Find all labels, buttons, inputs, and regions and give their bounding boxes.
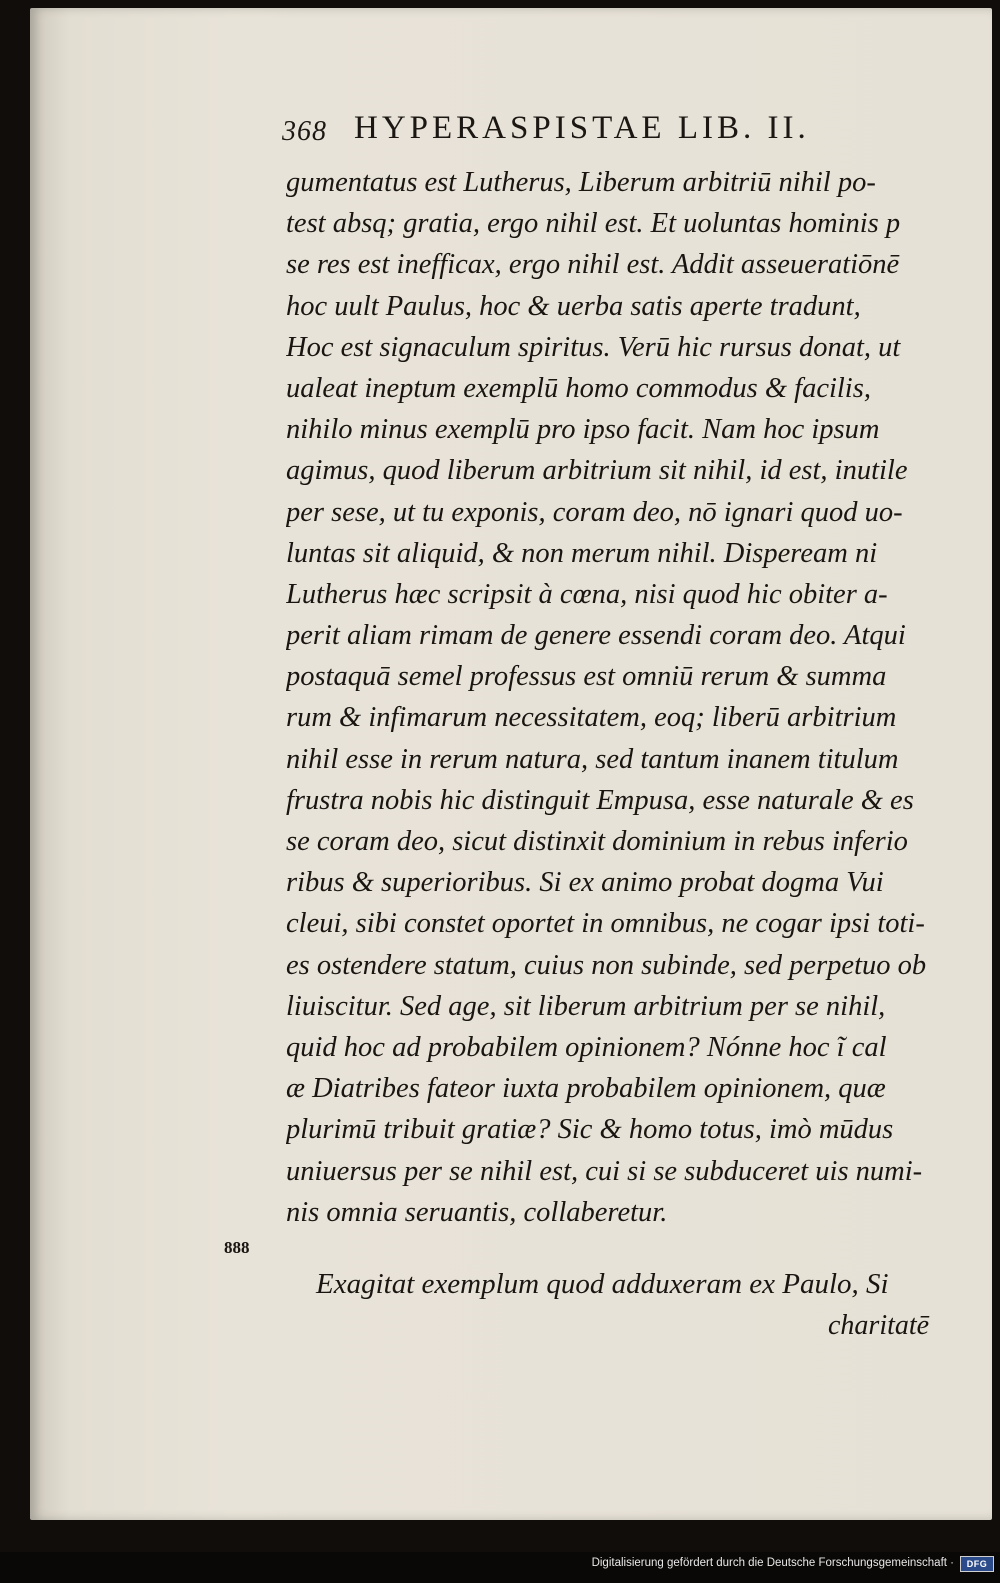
text-line: Hoc est signaculum spiritus. Verū hic rursus donat, ut xyxy=(286,331,901,363)
text-line: plurimū tribuit gratiæ? Sic & homo totus, imò mūdus xyxy=(286,1114,894,1146)
marginal-note: 888 xyxy=(224,1238,250,1257)
dfg-logo: DFG xyxy=(960,1556,994,1572)
text-line: se res est inefficax, ergo nihil est. Addit asseueratiōnē xyxy=(286,249,900,281)
text-line: æ Diatribes fateor iuxta probabilem opinionem, quæ xyxy=(286,1073,886,1105)
text-line: test absq; gratia, ergo nihil est. Et uoluntas hominis p xyxy=(286,208,901,240)
text-line: agimus, quod liberum arbitrium sit nihil, id est, inutile xyxy=(286,455,908,487)
text-line: se coram deo, sicut distinxit dominium in rebus inferio xyxy=(286,826,908,857)
text-line: postaquā semel professus est omniū rerum & summa xyxy=(286,661,887,693)
text-line: uniuersus per se nihil est, cui si se subduceret uis numi- xyxy=(286,1155,923,1187)
text-line: Lutherus hæc scripsit à cœna, nisi quod hic obiter a- xyxy=(286,578,888,610)
text-line: nihilo minus exemplū pro ipso facit. Nam hoc ipsum xyxy=(286,414,880,446)
page-number: 368 xyxy=(282,116,327,147)
body-text xyxy=(286,162,954,1233)
text-line: rum & infimarum necessitatem, eoq; liberū arbitrium xyxy=(286,702,897,734)
text-line: nis omnia seruantis, collaberetur. xyxy=(286,1196,668,1228)
text-line: quid hoc ad probabilem opinionem? Nónne hoc ĩ cal xyxy=(286,1031,887,1063)
page-header xyxy=(282,110,932,160)
digitization-credit: Digitalisierung gefördert durch die Deutsche Forschungsgemeinschaft · xyxy=(591,1557,954,1569)
text-line: hoc uult Paulus, hoc & uerba satis aperte tradunt, xyxy=(286,290,861,322)
text-line: frustra nobis hic distinguit Empusa, esse naturale & es xyxy=(286,784,914,816)
text-line: ribus & superioribus. Si ex animo probat dogma Vui xyxy=(286,867,884,899)
text-line: gumentatus est Lutherus, Liberum arbitriū nihil po- xyxy=(286,167,876,198)
running-title: HYPERASPISTAE LIB. II. xyxy=(354,110,810,146)
text-line: cleui, sibi constet oportet in omnibus, ne cogar ipsi toti- xyxy=(286,908,925,940)
text-line: es ostendere statum, cuius non subinde, sed perpetuo ob xyxy=(286,949,927,981)
paragraph-start: Exagitat exemplum quod adduxeram ex Paulo, Si xyxy=(316,1268,889,1300)
text-line: nihil esse in rerum natura, sed tantum inanem titulum xyxy=(286,743,899,775)
text-line: perit aliam rimam de genere essendi coram deo. Atqui xyxy=(286,620,906,652)
show-through-ink xyxy=(290,1302,490,1330)
text-line: luntas sit aliquid, & non merum nihil. Dispeream ni xyxy=(286,537,878,569)
catchword: charitatē xyxy=(828,1310,930,1341)
text-line: per sese, ut tu exponis, coram deo, nō ignari quod uo- xyxy=(286,496,903,528)
text-line: ualeat ineptum exemplū homo commodus & facilis, xyxy=(286,372,871,404)
text-line: liuiscitur. Sed age, sit liberum arbitrium per se nihil, xyxy=(286,990,886,1022)
